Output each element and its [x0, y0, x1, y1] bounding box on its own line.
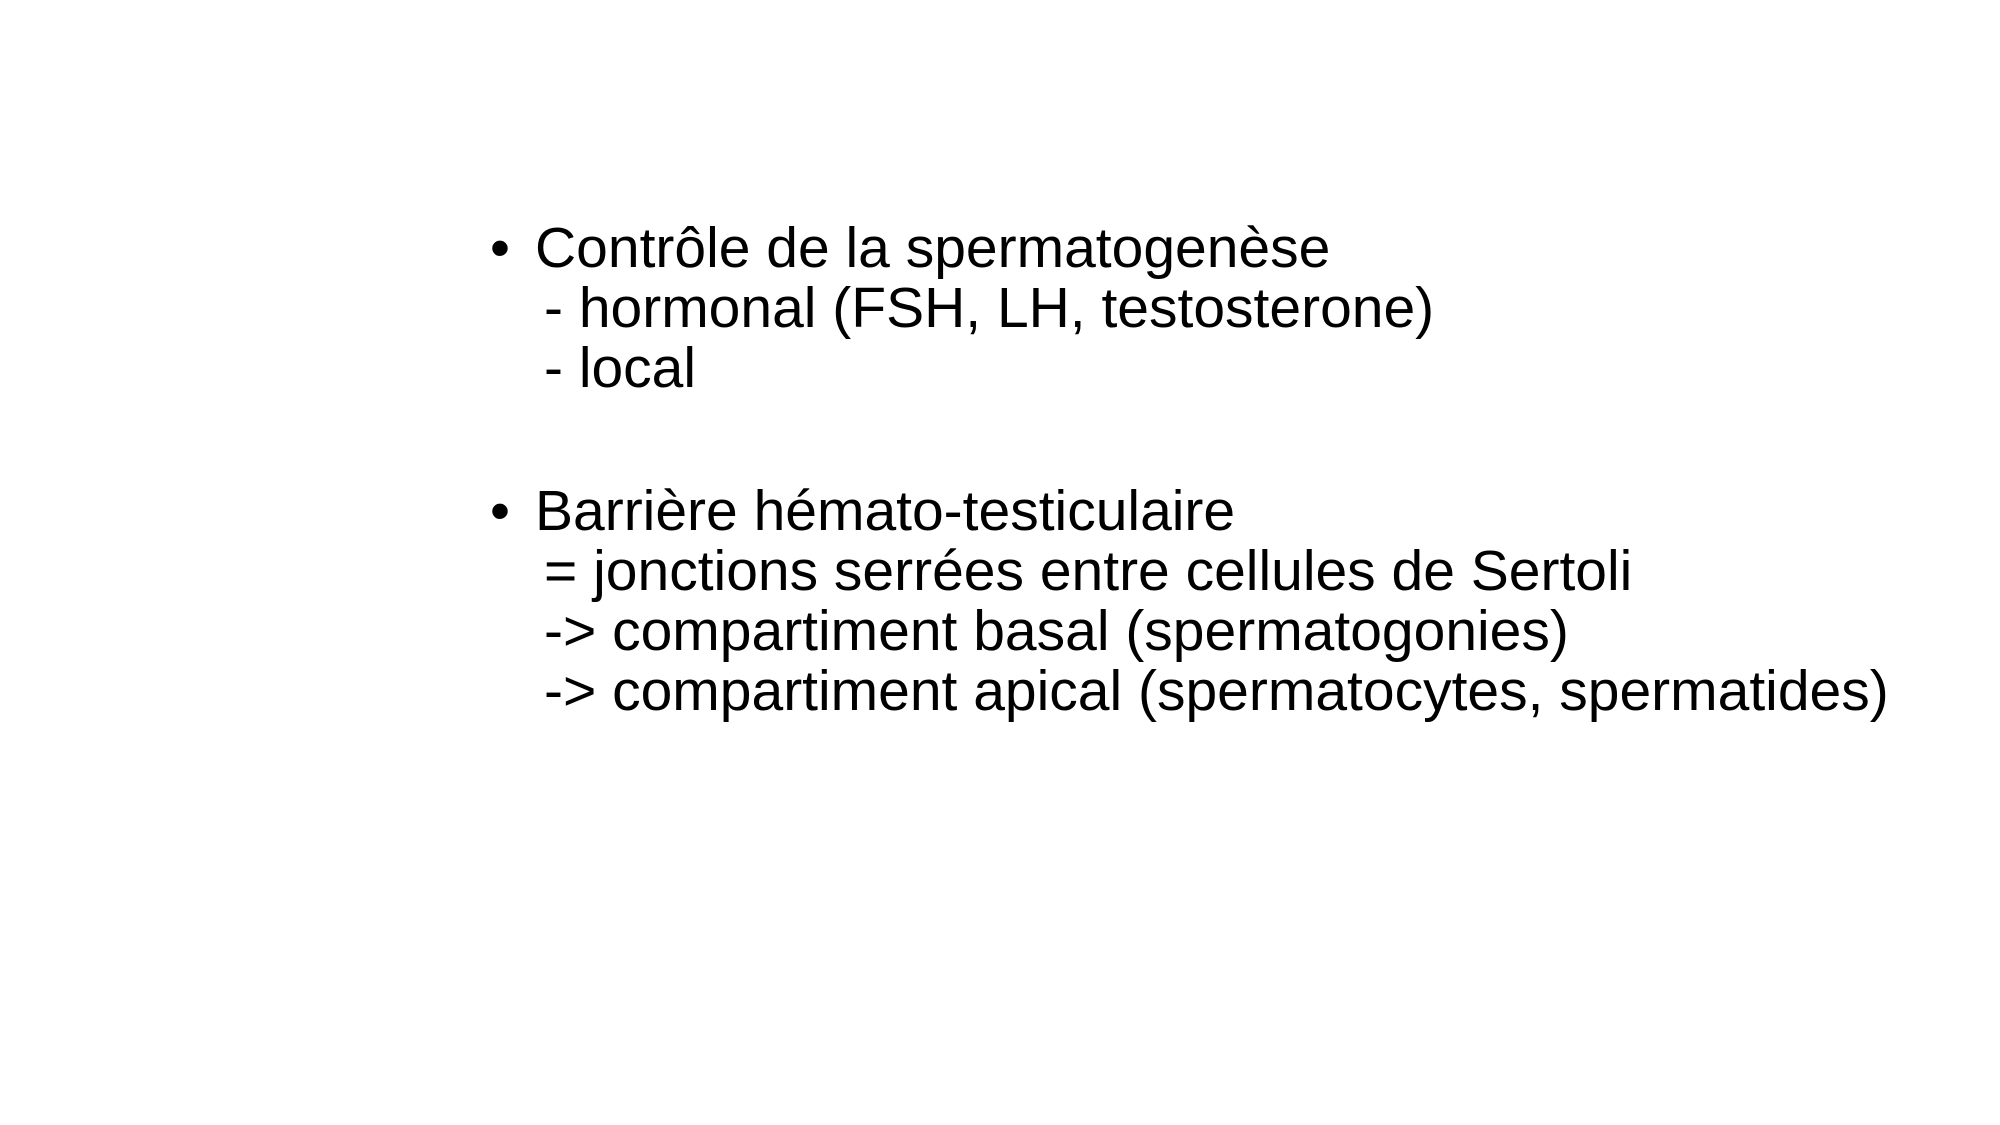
bullet-icon: •: [490, 216, 510, 280]
bullet-icon: •: [490, 479, 510, 543]
sub-line: -> compartiment basal (spermatogonies): [544, 599, 1569, 663]
sub-line: = jonctions serrées entre cellules de Sertoli: [544, 539, 1633, 603]
section-title: Barrière hémato-testiculaire: [535, 479, 1236, 543]
sub-line: -> compartiment apical (spermatocytes, spermatides): [544, 659, 1889, 723]
section-title: Contrôle de la spermatogenèse: [535, 216, 1331, 280]
sub-line: - hormonal (FSH, LH, testosterone): [544, 276, 1435, 340]
sub-line: - local: [544, 336, 697, 400]
